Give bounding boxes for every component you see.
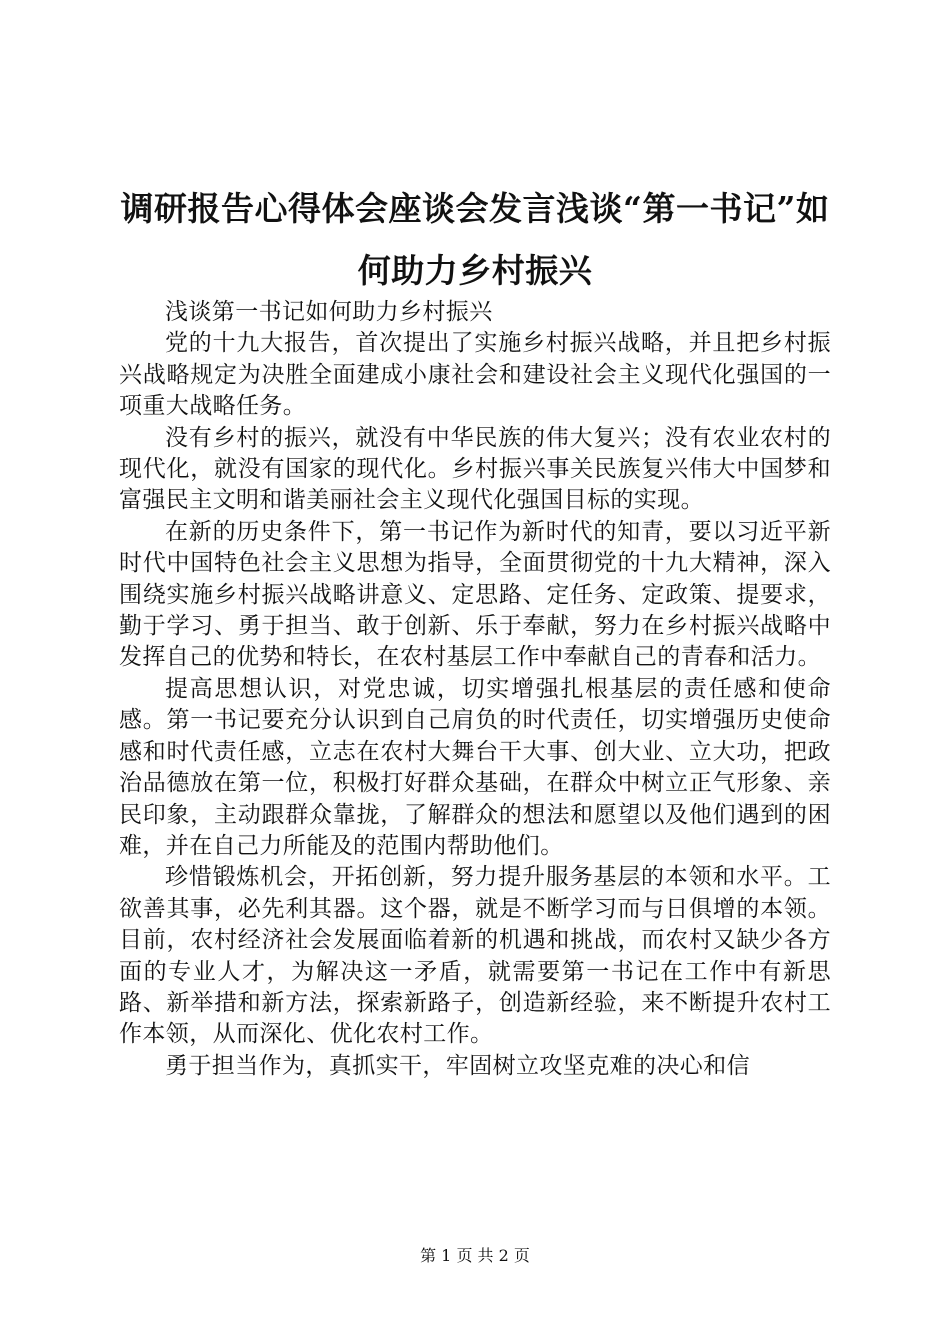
body-paragraph: 提高思想认识，对党忠诚，切实增强扎根基层的责任感和使命感。第一书记要充分认识到自己肩负的时代责任，切实增强历史使命感和时代责任感，立志在农村大舞台干大事、创大业、立大功，把政治品德放在第一位，积极打好群众基础，在群众中树立正气形象、亲民印象，主动跟群众靠拢，了解群众的想法和愿望以及他们遇到的困难，并在自己力所能及的范围内帮助他们。 <box>119 675 831 859</box>
page-number-footer: 第 1 页 共 2 页 <box>420 1246 530 1265</box>
body-paragraph: 勇于担当作为，真抓实干，牢固树立攻坚克难的决心和信 <box>165 1052 750 1079</box>
body-paragraph: 在新的历史条件下，第一书记作为新时代的知青，要以习近平新时代中国特色社会主义思想为指导，全面贯彻党的十九大精神，深入围绕实施乡村振兴战略讲意义、定思路、定任务、定政策、提要求，勤于学习、勇于担当、敢于创新、乐于奉献，努力在乡村振兴战略中发挥自己的优势和特长，在农村基层工作中奉献自己的青春和活力。 <box>119 518 831 671</box>
body-paragraph: 没有乡村的振兴，就没有中华民族的伟大复兴；没有农业农村的现代化，就没有国家的现代化。乡村振兴事关民族复兴伟大中国梦和富强民主文明和谐美丽社会主义现代化强国目标的实现。 <box>119 424 831 514</box>
subtitle-paragraph: 浅谈第一书记如何助力乡村振兴 <box>165 299 493 325</box>
document-title: 调研报告心得体会座谈会发言浅谈“第一书记”如何助力乡村振兴 <box>120 189 830 290</box>
body-paragraph: 珍惜锻炼机会，开拓创新，努力提升服务基层的本领和水平。工欲善其事，必先利其器。这个器，就是不断学习而与日俱增的本领。目前，农村经济社会发展面临着新的机遇和挑战，而农村又缺少各方面的专业人才，为解决这一矛盾，就需要第一书记在工作中有新思路、新举措和新方法，探索新路子，创造新经验，来不断提升农村工作本领，从而深化、优化农村工作。 <box>119 864 831 1048</box>
body-paragraph: 党的十九大报告，首次提出了实施乡村振兴战略，并且把乡村振兴战略规定为决胜全面建成小康社会和建设社会主义现代化强国的一项重大战略任务。 <box>119 330 831 420</box>
document-body <box>119 297 831 1082</box>
